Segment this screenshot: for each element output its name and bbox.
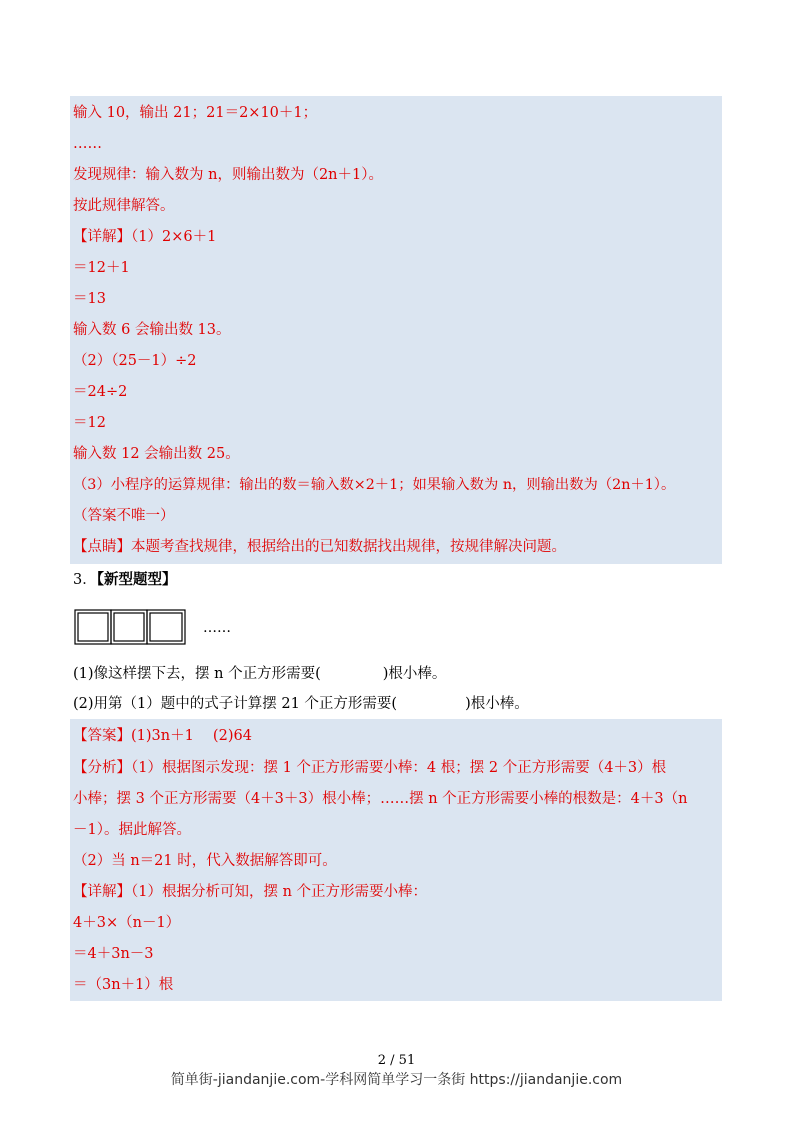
analysis-line-1: 输入 10，输出 21；21＝2×10＋1； [73, 105, 318, 121]
detail2-line-1: 【详解】（1）根据分析可知，摆 n 个正方形需要小棒： [73, 884, 428, 900]
question-part-1-text: (1)像这样摆下去，摆 n 个正方形需要( [73, 666, 321, 682]
analysis-line-3: 发现规律：输入数为 n，则输出数为（2n＋1）。 [73, 167, 383, 183]
detail-line-8: 输入数 12 会输出数 25。 [73, 446, 240, 462]
three-squares-matchstick-figure [73, 607, 189, 647]
comment-line: 【点睛】本题考查找规律，根据给出的已知数据找出规律，按规律解决问题。 [73, 539, 566, 555]
question-part-1-suffix: )根小棒。 [382, 666, 447, 682]
footer-site-text: 简单街-jiandanjie.com-学科网简单学习一条街 https://jiandanjie.com [170, 1072, 623, 1088]
analysis-line-4: 按此规律解答。 [73, 198, 175, 214]
detail2-line-3: ＝4＋3n－3 [73, 946, 154, 962]
detail-line-3: ＝13 [73, 291, 106, 307]
page-number: 2 / 51 [377, 1053, 416, 1068]
detail-line-9: （3）小程序的运算规律：输出的数＝输入数×2＋1；如果输入数为 n，则输出数为（2n＋1）。 [73, 477, 676, 493]
analysis2-line-1: 【分析】（1）根据图示发现：摆 1 个正方形需要小棒：4 根；摆 2 个正方形需要（4＋3）根 [73, 760, 667, 776]
question-part-1 [73, 664, 446, 684]
question-title [73, 570, 176, 590]
detail-line-4: 输入数 6 会输出数 13。 [73, 322, 231, 338]
detail-line-7: ＝12 [73, 415, 106, 431]
question-part-2 [73, 694, 529, 714]
figure-ellipsis: …… [203, 620, 231, 636]
question-tag: 【新型题型】 [96, 571, 177, 588]
detail2-line-4: ＝（3n＋1）根 [73, 977, 174, 993]
detail-line-5: （2）（25－1）÷2 [73, 353, 197, 369]
question-part-2-text: (2)用第（1）题中的式子计算摆 21 个正方形需要( [73, 696, 398, 712]
detail-line-10: （答案不唯一） [73, 508, 175, 524]
question-number: 3． [73, 572, 97, 588]
analysis2-line-3: －1）。据此解答。 [73, 822, 191, 838]
detail2-line-2: 4＋3×（n－1） [73, 915, 181, 931]
detail-line-1: 【详解】（1）2×6＋1 [73, 229, 217, 245]
question-part-2-suffix: )根小棒。 [465, 696, 529, 712]
analysis-line-2: …… [73, 136, 102, 152]
answer-line: 【答案】(1)3n＋1 (2)64 [73, 728, 252, 744]
analysis2-line-2: 小棒；摆 3 个正方形需要（4＋3＋3）根小棒；……摆 n 个正方形需要小棒的根数是：4＋3（n [73, 791, 688, 807]
detail-line-6: ＝24÷2 [73, 384, 128, 400]
detail-line-2: ＝12＋1 [73, 260, 130, 276]
analysis2-line-4: （2）当 n＝21 时，代入数据解答即可。 [73, 853, 337, 869]
